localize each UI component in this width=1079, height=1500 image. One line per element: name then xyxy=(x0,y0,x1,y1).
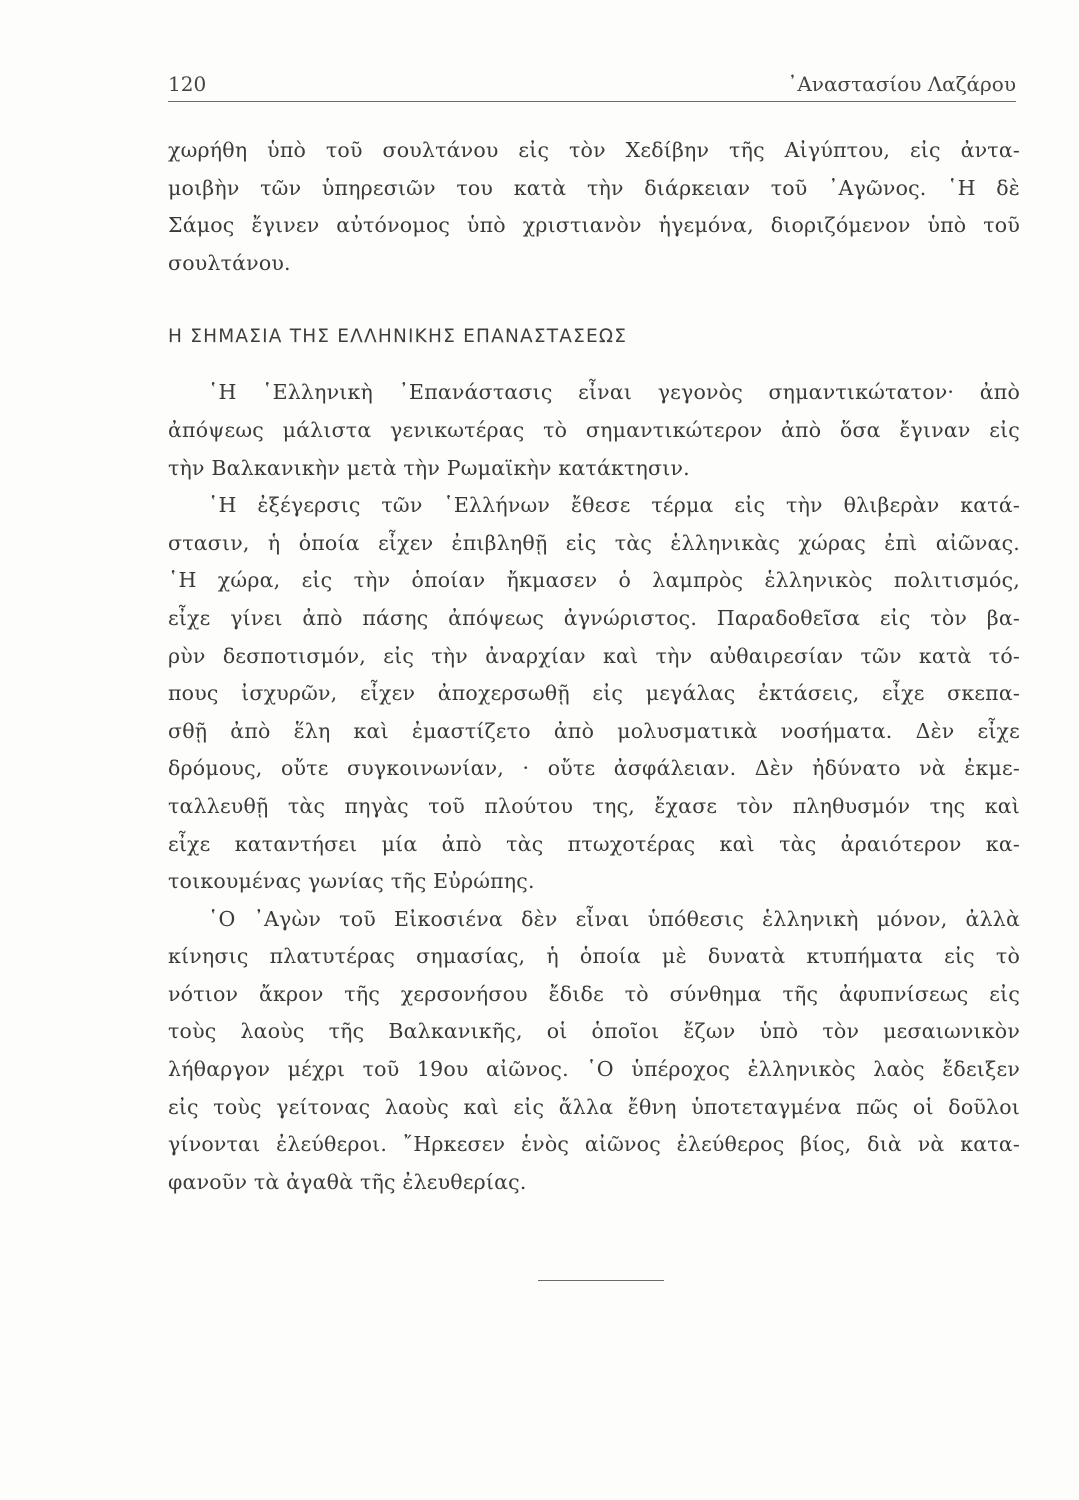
paragraph-4 xyxy=(168,901,1020,1202)
text-line: γίνονται ἐλεύθεροι. ῎Ηρκεσεν ἑνὸς αἰῶνος ἐλεύθερος βίος, διὰ νὰ κατα- xyxy=(168,1132,1020,1157)
text-line: δρόμους, οὔτε συγκοινωνίαν, · οὔτε ἀσφάλειαν. Δὲν ἠδύνατο νὰ ἐκμε- xyxy=(168,756,1020,781)
text-line: χωρήθη ὑπὸ τοῦ σουλτάνου εἰς τὸν Χεδίβην τῆς Αἰγύπτου, εἰς ἀντα- xyxy=(168,138,1020,162)
paragraph-2 xyxy=(168,374,1020,487)
text-line: ῾Η ῾Ελληνικὴ ᾿Επανάστασις εἶναι γεγονὸς σημαντικώτατον· ἀπὸ xyxy=(208,380,1020,405)
text-line: νότιον ἄκρον τῆς χερσονήσου ἔδιδε τὸ σύνθημα τῆς ἀφυπνίσεως εἰς xyxy=(168,981,1020,1006)
section-heading: Η ΣΗΜΑΣΙΑ ΤΗΣ ΕΛΛΗΝΙΚΗΣ ΕΠΑΝΑΣΤΑΣΕΩΣ xyxy=(168,326,628,348)
text-line: τοικουμένας γωνίας τῆς Εὐρώπης. xyxy=(168,869,535,894)
paragraph-1 xyxy=(168,132,1020,282)
text-line: τοὺς λαοὺς τῆς Βαλκανικῆς, οἱ ὁποῖοι ἔζων ὑπὸ τὸν μεσαιωνικὸν xyxy=(168,1019,1020,1044)
text-line: σθῇ ἀπὸ ἕλη καὶ ἐμαστίζετο ἀπὸ μολυσματικὰ νοσήματα. Δὲν εἶχε xyxy=(168,718,1020,743)
header-rule xyxy=(168,101,1016,102)
page-header xyxy=(168,72,1016,100)
text-line: εἶχε γίνει ἀπὸ πάσης ἀπόψεως ἀγνώριστος. Παραδοθεῖσα εἰς τὸν βα- xyxy=(168,605,1020,630)
body-text xyxy=(168,132,1020,1201)
text-line: μοιβὴν τῶν ὑπηρεσιῶν του κατὰ τὴν διάρκειαν τοῦ ᾿Αγῶνος. ῾Η δὲ xyxy=(168,175,1020,200)
text-line: ἀπόψεως μάλιστα γενικωτέρας τὸ σημαντικώτερον ἀπὸ ὅσα ἔγιναν εἰς xyxy=(168,417,1020,442)
page-number: 120 xyxy=(168,72,207,96)
text-line: Σάμος ἔγινεν αὐτόνομος ὑπὸ χριστιανὸν ἡγεμόνα, διοριζόμενον ὑπὸ τοῦ xyxy=(168,213,1020,238)
text-line: ῾Ο ᾿Αγὼν τοῦ Εἰκοσιένα δὲν εἶναι ὑπόθεσις ἑλληνικὴ μόνον, ἀλλὰ xyxy=(208,906,1020,931)
text-line: φανοῦν τὰ ἀγαθὰ τῆς ἐλευθερίας. xyxy=(168,1169,527,1194)
text-line: εἰς τοὺς γείτονας λαοὺς καὶ εἰς ἄλλα ἔθνη ὑποτεταγμένα πῶς οἱ δοῦλοι xyxy=(168,1094,1020,1119)
running-title: ᾿Αναστασίου Λαζάρου xyxy=(787,72,1016,96)
text-line: λήθαργον μέχρι τοῦ 19ου αἰῶνος. ῾Ο ὑπέροχος ἑλληνικὸς λαὸς ἔδειξεν xyxy=(168,1057,1020,1082)
text-line: ῾Η ἐξέγερσις τῶν ῾Ελλήνων ἔθεσε τέρμα εἰς τὴν θλιβερὰν κατά- xyxy=(208,493,1020,518)
text-line: σουλτάνου. xyxy=(168,250,291,275)
text-line: ρὺν δεσποτισμόν, εἰς τὴν ἀναρχίαν καὶ τὴν αὐθαιρεσίαν τῶν κατὰ τό- xyxy=(168,643,1020,668)
paragraph-3 xyxy=(168,487,1020,901)
footer-rule xyxy=(538,1280,664,1281)
text-line: στασιν, ἡ ὁποία εἶχεν ἐπιβληθῇ εἰς τὰς ἑλληνικὰς χώρας ἐπὶ αἰῶνας. xyxy=(168,530,1020,555)
text-line: πους ἰσχυρῶν, εἶχεν ἀποχερσωθῇ εἰς μεγάλας ἐκτάσεις, εἶχε σκεπα- xyxy=(168,681,1020,706)
text-line: τὴν Βαλκανικὴν μετὰ τὴν Ρωμαϊκὴν κατάκτησιν. xyxy=(168,455,690,480)
text-line: ταλλευθῇ τὰς πηγὰς τοῦ πλούτου της, ἔχασε τὸν πληθυσμόν της καὶ xyxy=(168,793,1020,818)
text-line: εἶχε καταντήσει μία ἀπὸ τὰς πτωχοτέρας καὶ τὰς ἀραιότερον κα- xyxy=(168,831,1020,856)
text-line: ῾Η χώρα, εἰς τὴν ὁποίαν ἤκμασεν ὁ λαμπρὸς ἑλληνικὸς πολιτισμός, xyxy=(168,568,1020,593)
text-line: κίνησις πλατυτέρας σημασίας, ἡ ὁποία μὲ δυνατὰ κτυπήματα εἰς τὸ xyxy=(168,944,1020,969)
